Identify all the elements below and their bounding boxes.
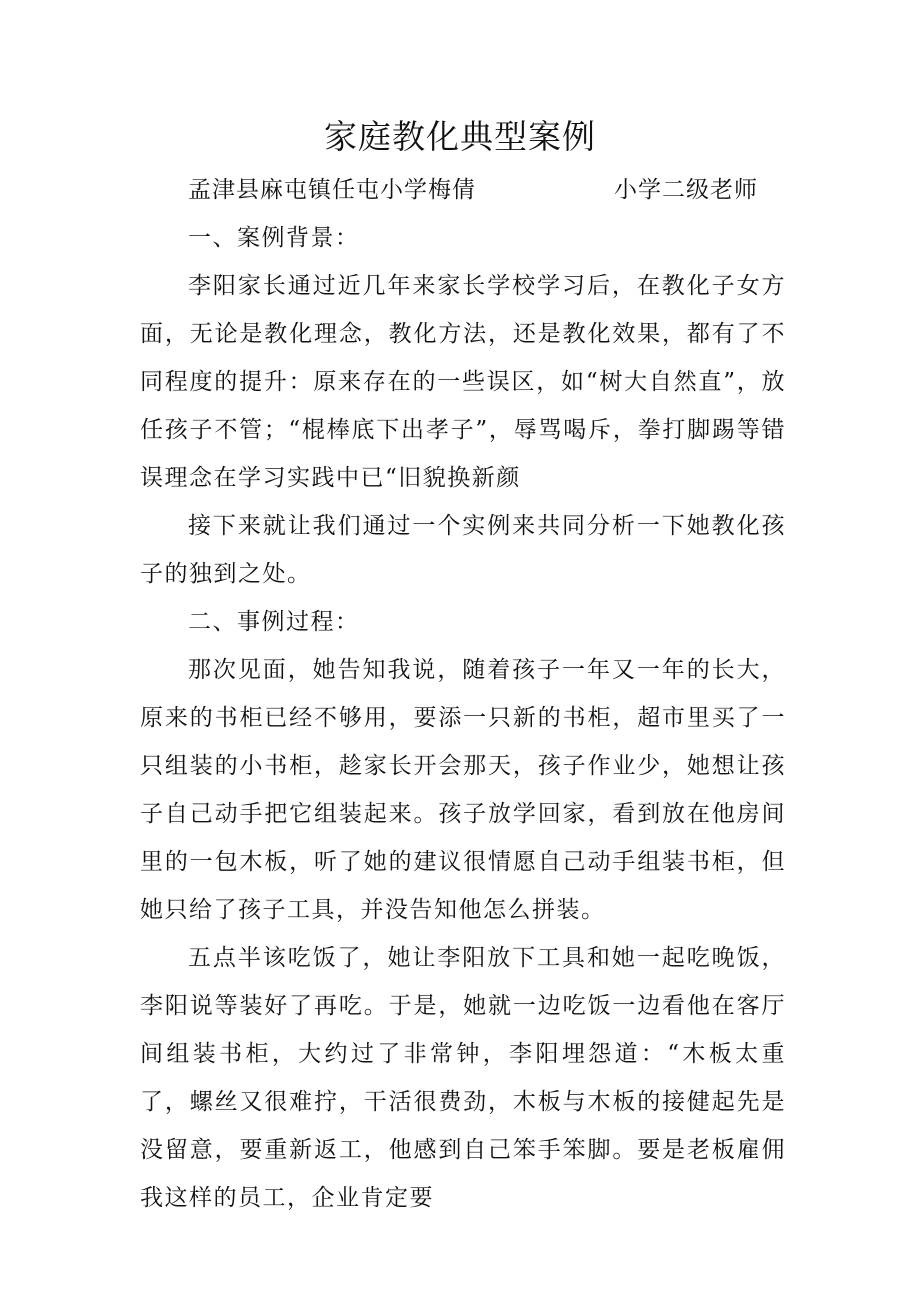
author-line xyxy=(188,170,768,210)
paragraph-background-2: 接下来就让我们通过一个实例来共同分析一下她教化孩子的独到之处。 xyxy=(140,513,786,587)
author-role: 小学二级老师 xyxy=(614,177,758,203)
document-title: 家庭教化典型案例 xyxy=(324,117,596,156)
paragraph-process-1: 那次见面，她告知我说，随着孩子一年又一年的长大，原来的书柜已经不够用，要添一只新的书柜，超市里买了一只组装的小书柜，趁家长开会那天，孩子作业少，她想让孩子自己动手把它组装起来。孩子放学回家，看到放在他房间里的一包木板，听了她的建议很情愿自己动手组装书柜，但她只给了孩子工具，并没告知他怎么拼装。 xyxy=(140,657,786,923)
section-heading-process: 二、事例过程： xyxy=(188,609,360,635)
author-name: 孟津县麻屯镇任屯小学梅倩 xyxy=(188,177,476,203)
paragraph-background-1: 李阳家长通过近几年来家长学校学习后，在教化子女方面，无论是教化理念，教化方法，还是教化效果，都有了不同程度的提升：原来存在的一些误区，如“树大自然直”，放任孩子不管；“棍棒底下出孝子”，辱骂喝斥，拳打脚踢等错误理念在学习实践中已“旧貌换新颜 xyxy=(140,273,786,491)
section-heading-background: 一、案例背景： xyxy=(188,225,360,251)
paragraph-process-2: 五点半该吃饭了，她让李阳放下工具和她一起吃晚饭，李阳说等装好了再吃。于是，她就一边吃饭一边看他在客厅间组装书柜，大约过了非常钟，李阳埋怨道：“木板太重了，螺丝又很难拧，干活很费劲，木板与木板的接健起先是没留意，要重新返工，他感到自己笨手笨脚。要是老板雇佣我这样的员工，企业肯定要 xyxy=(140,945,786,1211)
